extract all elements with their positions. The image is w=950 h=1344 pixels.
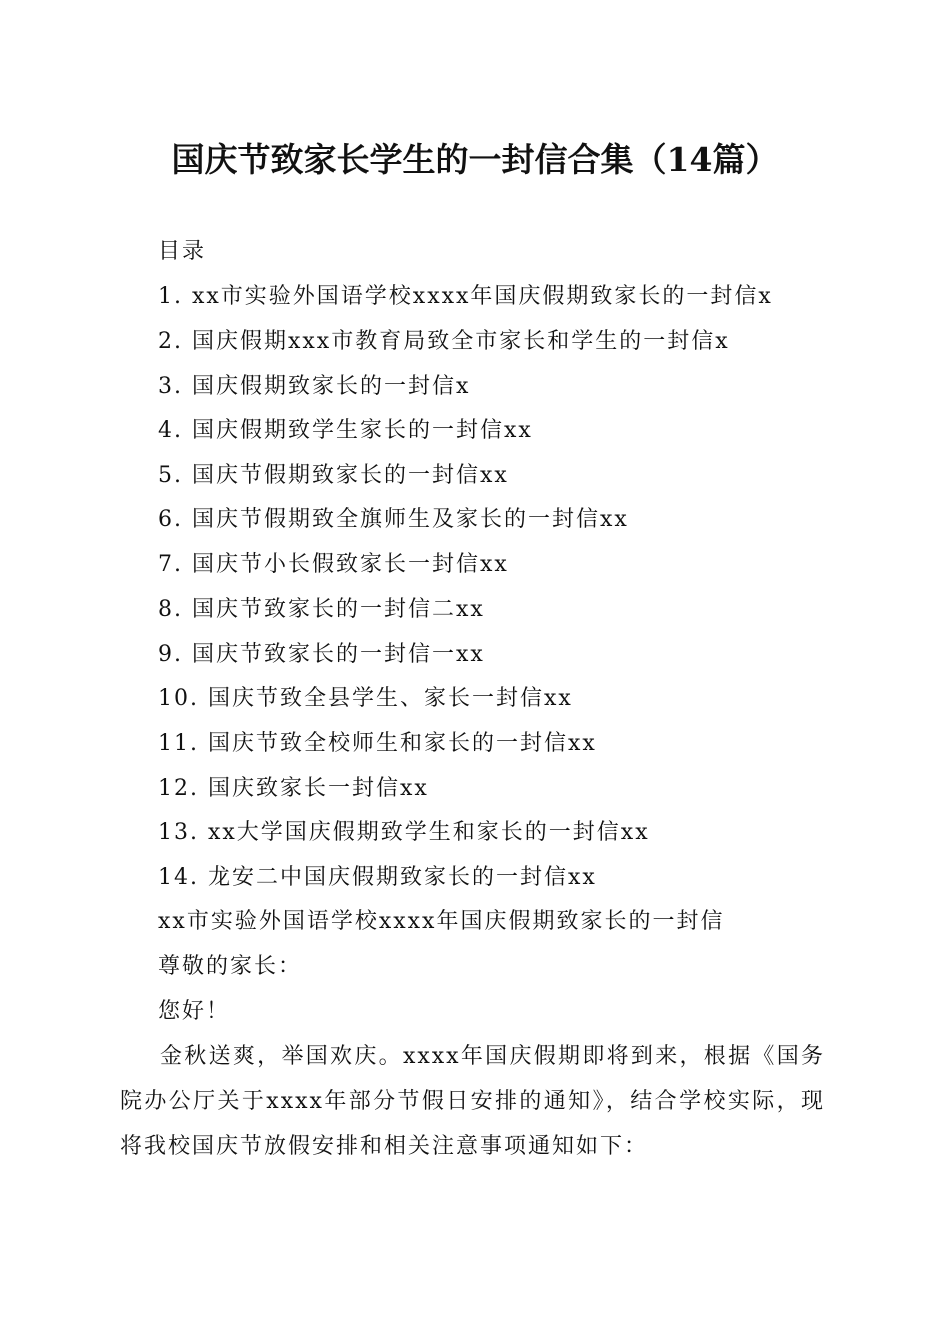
toc-item: 6. 国庆节假期致全旗师生及家长的一封信xx — [158, 507, 629, 532]
toc-item: 11. 国庆节致全校师生和家长的一封信xx — [158, 731, 597, 756]
toc-item: 2. 国庆假期xxx市教育局致全市家长和学生的一封信x — [158, 329, 730, 354]
toc-item: 7. 国庆节小长假致家长一封信xx — [158, 552, 509, 577]
toc-item: 1. xx市实验外国语学校xxxx年国庆假期致家长的一封信x — [158, 284, 773, 309]
toc-item: 8. 国庆节致家长的一封信二xx — [158, 597, 485, 622]
toc-item: 3. 国庆假期致家长的一封信x — [158, 374, 471, 399]
toc-item: 13. xx大学国庆假期致学生和家长的一封信xx — [158, 820, 650, 845]
letter-salutation: 尊敬的家长： — [158, 954, 303, 979]
toc-item: 14. 龙安二中国庆假期致家长的一封信xx — [158, 865, 597, 890]
letter-greeting: 您好！ — [158, 999, 231, 1024]
letter-heading: xx市实验外国语学校xxxx年国庆假期致家长的一封信 — [158, 909, 725, 934]
toc-item: 4. 国庆假期致学生家长的一封信xx — [158, 418, 533, 443]
document-title: 国庆节致家长学生的一封信合集（14篇） — [171, 140, 779, 179]
toc-item: 9. 国庆节致家长的一封信一xx — [158, 642, 485, 667]
toc-label: 目录 — [158, 239, 207, 264]
toc-item: 12. 国庆致家长一封信xx — [158, 776, 429, 801]
letter-body-paragraph: 金秋送爽，举国欢庆。xxxx年国庆假期即将到来，根据《国务院办公厅关于xxxx年部分节假日安排的通知》，结合学校实际，现将我校国庆节放假安排和相关注意事项通知如下： — [120, 1044, 825, 1159]
toc-item: 5. 国庆节假期致家长的一封信xx — [158, 463, 509, 488]
toc-item: 10. 国庆节致全县学生、家长一封信xx — [158, 686, 573, 711]
